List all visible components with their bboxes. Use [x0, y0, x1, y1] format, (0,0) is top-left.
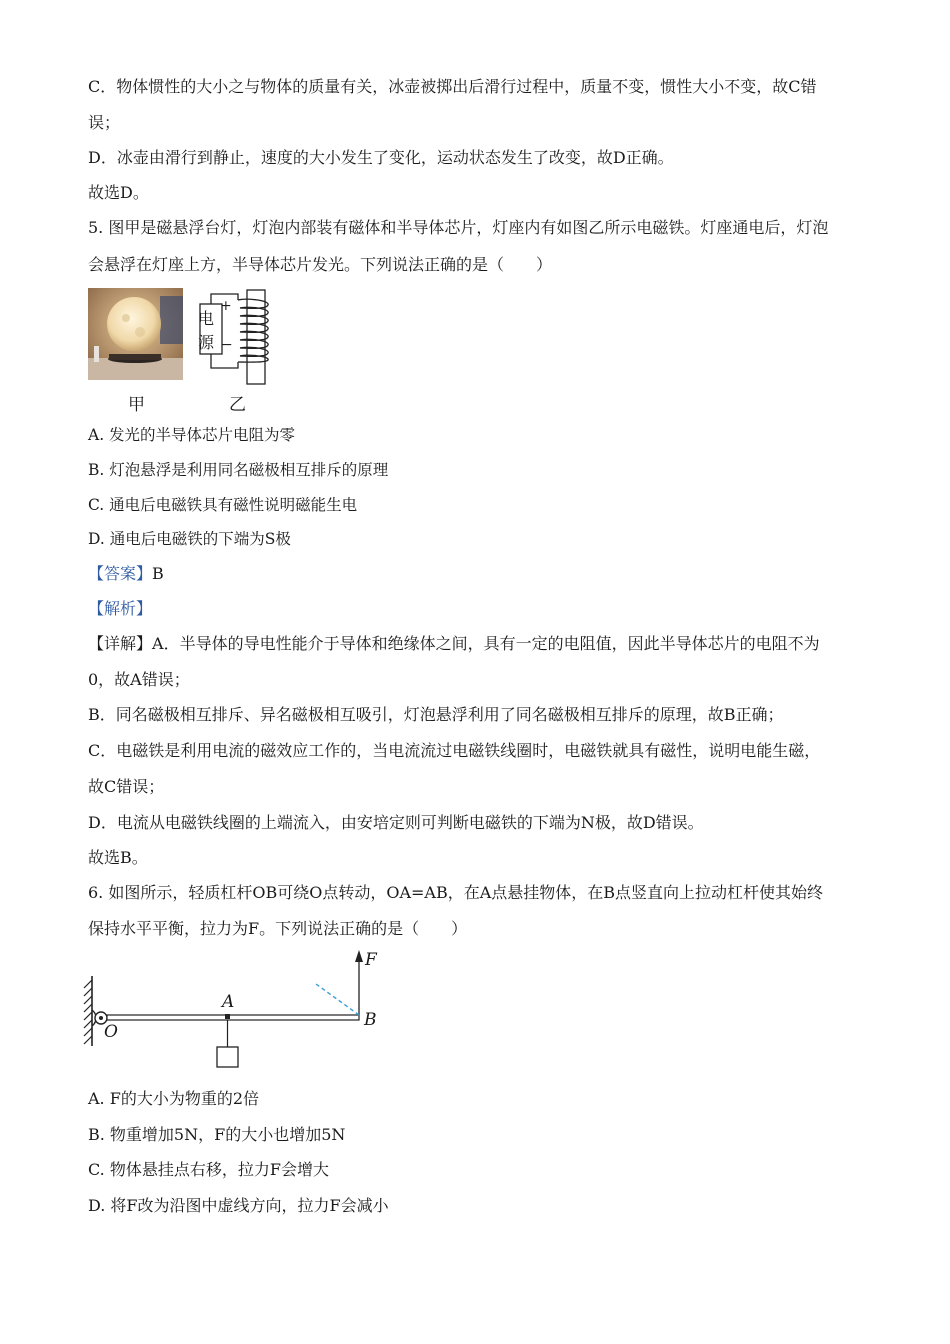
minus-sign: −	[221, 337, 233, 353]
detail-line: C．电磁铁是利用电流的磁效应工作的，当电流流过电磁铁线圈时，电磁铁就具有磁性，说明电能生磁，	[88, 741, 821, 760]
detail-text: A．半导体的导电性能介于导体和绝缘体之间，具有一定的电阻值，因此半导体芯片的电阻不为	[152, 634, 820, 653]
option-b: B. 灯泡悬浮是利用同名磁极相互排斥的原理	[88, 461, 389, 479]
label-b: B	[364, 1010, 377, 1030]
detail-line: 故选B。	[88, 848, 148, 867]
label-o: O	[104, 1022, 118, 1042]
option-a: A. 发光的半导体芯片电阻为零	[88, 426, 296, 444]
option-c: C. 物体悬挂点右移，拉力F会增大	[88, 1160, 329, 1179]
answer-line	[88, 563, 164, 585]
question-5-stem: 5. 图甲是磁悬浮台灯，灯泡内部装有磁体和半导体芯片，灯座内有如图乙所示电磁铁。灯座通电后，灯泡	[88, 218, 829, 237]
option-b: B. 物重增加5N，F的大小也增加5N	[88, 1125, 346, 1144]
question-6-stem: 6. 如图所示，轻质杠杆OB可绕O点转动，OA=AB，在A点悬挂物体，在B点竖直向上拉动杠杆使其始终	[88, 883, 824, 902]
label-f: F	[365, 950, 377, 970]
detail-line: 0，故A错误；	[88, 670, 190, 689]
option-d: D. 将F改为沿图中虚线方向，拉力F会减小	[88, 1196, 389, 1215]
maglev-lamp-photo	[88, 288, 183, 380]
detail-line	[88, 633, 820, 655]
text-line: C．物体惯性的大小之与物体的质量有关，冰壶被掷出后滑行过程中，质量不变，惯性大小不变，故C错	[88, 77, 817, 96]
question-6-stem: 保持水平平衡，拉力为F。下列说法正确的是（ ）	[88, 919, 468, 938]
lever-diagram	[80, 948, 400, 1073]
option-c: C. 通电后电磁铁具有磁性说明磁能生电	[88, 496, 358, 514]
figure-jia-caption: 甲	[128, 395, 145, 415]
detail-line: D．电流从电磁铁线圈的上端流入，由安培定则可判断电磁铁的下端为N极，故D错误。	[88, 813, 704, 832]
power-label: 源	[198, 333, 215, 352]
text-line: D．冰壶由滑行到静止，速度的大小发生了变化，运动状态发生了改变，故D正确。	[88, 148, 674, 167]
question-5-stem: 会悬浮在灯座上方，半导体芯片发光。下列说法正确的是（ ）	[88, 255, 553, 274]
analysis-tag: 【解析】	[88, 599, 153, 618]
plus-sign: +	[220, 298, 232, 314]
power-label: 电	[198, 309, 215, 328]
figure-yi-caption: 乙	[229, 395, 246, 415]
option-a: A. F的大小为物重的2倍	[88, 1089, 260, 1108]
answer-tag: 【答案】	[88, 564, 153, 583]
detail-line: B．同名磁极相互排斥、异名磁极相互吸引，灯泡悬浮利用了同名磁极相互排斥的原理，故B正确；	[88, 705, 784, 724]
label-a: A	[222, 992, 235, 1012]
answer-value: B	[152, 564, 164, 583]
text-line: 误；	[88, 113, 121, 132]
detail-tag: 【详解】	[88, 634, 153, 653]
text-line: 故选D。	[88, 183, 149, 202]
option-d: D. 通电后电磁铁的下端为S极	[88, 530, 291, 548]
detail-line: 故C错误；	[88, 777, 165, 796]
